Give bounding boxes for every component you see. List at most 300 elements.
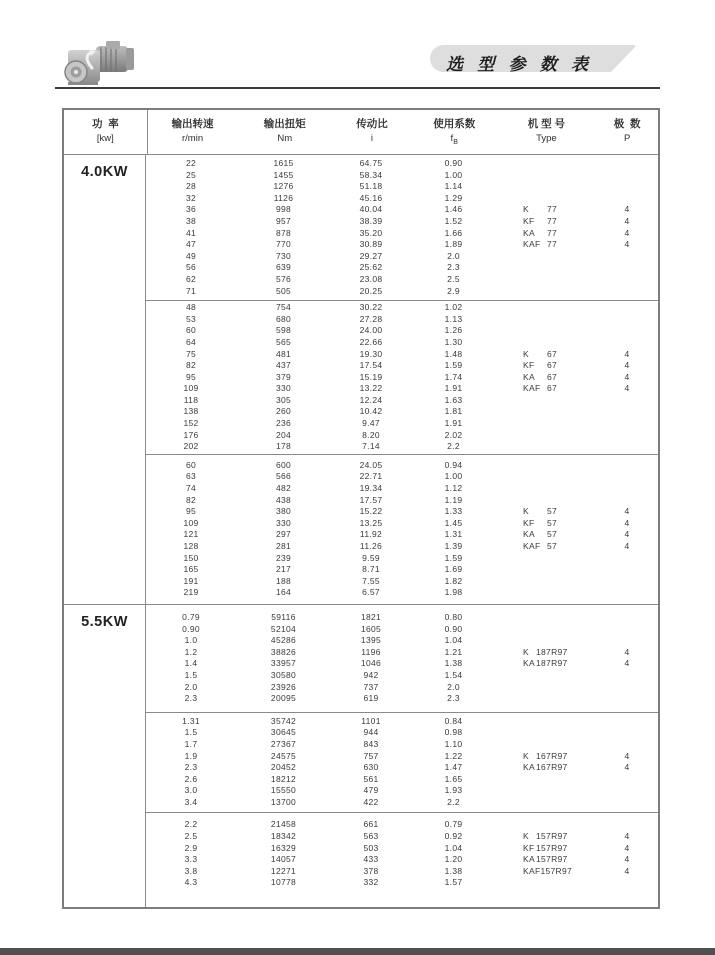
type-series: K bbox=[523, 646, 529, 657]
cell-output-torque: 18342 bbox=[270, 831, 297, 842]
table-row bbox=[146, 774, 658, 786]
cell-service-factor: 1.10 bbox=[444, 738, 463, 749]
type-series: K bbox=[523, 831, 529, 842]
cell-output-torque: 878 bbox=[275, 227, 292, 238]
cell-output-torque: 27367 bbox=[270, 738, 297, 749]
cell-ratio: 58.34 bbox=[359, 169, 383, 180]
type-size: 77 bbox=[547, 215, 558, 226]
cell-type bbox=[496, 193, 596, 205]
cell-output-torque: 505 bbox=[275, 285, 292, 296]
cell-ratio: 1046 bbox=[360, 658, 382, 669]
page-title: 选 型 参 数 表 bbox=[446, 55, 593, 74]
table-row bbox=[146, 739, 658, 751]
type-series: K bbox=[523, 348, 529, 359]
cell-ratio: 38.39 bbox=[359, 215, 383, 226]
table-row bbox=[146, 262, 658, 274]
type-series: KAF bbox=[523, 239, 541, 250]
type-size: 77 bbox=[547, 204, 558, 215]
cell-output-speed: 219 bbox=[183, 587, 199, 598]
power-section bbox=[64, 155, 658, 604]
cell-ratio: 6.57 bbox=[362, 587, 380, 598]
cell-type bbox=[496, 518, 596, 530]
selection-parameter-table bbox=[62, 108, 660, 909]
cell-service-factor: 1.69 bbox=[444, 564, 463, 575]
cell-ratio: 7.14 bbox=[362, 441, 380, 452]
cell-poles: 4 bbox=[624, 854, 630, 865]
cell-output-torque: 600 bbox=[275, 459, 292, 470]
cell-service-factor: 2.3 bbox=[447, 262, 460, 273]
cell-type bbox=[496, 383, 596, 395]
table-body bbox=[64, 155, 658, 907]
cell-poles bbox=[596, 170, 658, 182]
cell-poles bbox=[596, 727, 658, 739]
cell-poles bbox=[596, 739, 658, 751]
cell-output-speed: 165 bbox=[183, 564, 199, 575]
cell-service-factor: 1.33 bbox=[444, 506, 463, 517]
cell-output-torque: 576 bbox=[275, 273, 292, 284]
cell-type bbox=[496, 670, 596, 682]
cell-poles bbox=[596, 274, 658, 286]
cell-ratio: 7.55 bbox=[362, 575, 380, 586]
cell-type bbox=[496, 314, 596, 326]
cell-service-factor: 2.2 bbox=[447, 796, 460, 807]
cell-output-speed: 128 bbox=[183, 541, 199, 551]
cell-ratio: 737 bbox=[363, 681, 379, 692]
cell-output-torque: 330 bbox=[275, 517, 292, 528]
cell-poles: 4 bbox=[624, 506, 630, 517]
cell-service-factor: 1.19 bbox=[444, 494, 463, 505]
type-size: 67 bbox=[547, 348, 558, 359]
cell-type bbox=[496, 529, 596, 541]
cell-service-factor: 1.52 bbox=[444, 215, 463, 226]
cell-poles bbox=[596, 682, 658, 694]
type-size: 157R97 bbox=[540, 865, 573, 876]
cell-ratio: 15.19 bbox=[359, 371, 383, 382]
table-row bbox=[146, 430, 658, 442]
cell-output-torque: 639 bbox=[275, 262, 292, 273]
cell-output-speed: 0.90 bbox=[182, 623, 200, 634]
cell-type bbox=[496, 774, 596, 786]
cell-output-speed: 2.9 bbox=[184, 842, 198, 853]
cell-poles bbox=[596, 395, 658, 407]
table-row bbox=[146, 251, 658, 263]
header-ratio bbox=[332, 110, 412, 154]
table-row bbox=[146, 762, 658, 774]
header-factor-sub bbox=[451, 132, 458, 149]
cell-output-speed: 2.0 bbox=[184, 681, 198, 692]
cell-output-torque: 437 bbox=[275, 360, 292, 371]
table-row bbox=[146, 831, 658, 843]
cell-output-speed: 2.2 bbox=[184, 819, 198, 830]
cell-poles: 4 bbox=[624, 658, 630, 669]
cell-output-torque: 204 bbox=[275, 429, 292, 440]
cell-ratio: 10.42 bbox=[359, 406, 383, 417]
type-series: KF bbox=[523, 517, 535, 528]
cell-service-factor: 1.47 bbox=[444, 762, 463, 773]
cell-output-torque: 12271 bbox=[270, 865, 297, 876]
type-size: 67 bbox=[547, 383, 558, 394]
cell-poles: 4 bbox=[624, 348, 630, 359]
table-row bbox=[146, 506, 658, 518]
table-row bbox=[146, 553, 658, 565]
cell-output-torque: 10778 bbox=[270, 877, 297, 888]
cell-service-factor: 1.74 bbox=[444, 371, 463, 382]
cell-service-factor: 1.14 bbox=[444, 181, 463, 192]
cell-output-torque: 52104 bbox=[270, 623, 297, 634]
table-row bbox=[146, 624, 658, 636]
cell-ratio: 503 bbox=[363, 842, 379, 853]
table-row bbox=[146, 635, 658, 647]
type-series: KF bbox=[523, 842, 535, 853]
cell-ratio: 13.25 bbox=[359, 517, 383, 528]
cell-output-torque: 598 bbox=[275, 325, 292, 336]
cell-type bbox=[496, 647, 596, 659]
cell-output-speed: 1.2 bbox=[184, 646, 198, 657]
header-power-sub: [kw] bbox=[96, 133, 114, 144]
table-row bbox=[146, 727, 658, 739]
table-row bbox=[146, 158, 658, 170]
table-row bbox=[146, 349, 658, 361]
cell-poles: 4 bbox=[624, 865, 630, 876]
table-row bbox=[146, 471, 658, 483]
cell-output-torque: 15550 bbox=[270, 785, 297, 796]
cell-poles bbox=[596, 553, 658, 565]
cell-type bbox=[496, 877, 596, 889]
cell-poles bbox=[596, 337, 658, 349]
table-row bbox=[146, 286, 658, 298]
table-row bbox=[146, 682, 658, 694]
table-row bbox=[146, 483, 658, 495]
cell-output-speed: 109 bbox=[183, 517, 199, 528]
cell-service-factor: 1.91 bbox=[444, 418, 463, 429]
cell-output-speed: 62 bbox=[185, 273, 197, 284]
type-series: KA bbox=[523, 529, 535, 540]
cell-output-torque: 188 bbox=[275, 575, 292, 586]
cell-output-speed: 0.79 bbox=[182, 611, 200, 622]
cell-service-factor: 0.94 bbox=[444, 459, 463, 470]
table-row bbox=[146, 854, 658, 866]
cell-poles: 4 bbox=[624, 541, 630, 551]
power-cell bbox=[64, 605, 146, 907]
cell-ratio: 11.26 bbox=[359, 541, 383, 551]
cell-service-factor: 1.21 bbox=[444, 646, 463, 657]
ratio-block bbox=[146, 605, 658, 712]
cell-service-factor: 1.98 bbox=[444, 587, 463, 598]
cell-service-factor: 1.00 bbox=[444, 169, 463, 180]
cell-output-speed: 47 bbox=[185, 239, 197, 250]
cell-output-torque: 21458 bbox=[270, 819, 297, 830]
cell-ratio: 23.08 bbox=[359, 273, 383, 284]
cell-service-factor: 2.3 bbox=[447, 693, 460, 704]
cell-ratio: 11.92 bbox=[359, 529, 383, 540]
cell-output-torque: 730 bbox=[275, 250, 292, 261]
cell-type bbox=[496, 460, 596, 472]
type-series: KA bbox=[523, 227, 535, 238]
type-size: 187R97 bbox=[536, 646, 568, 657]
cell-type bbox=[496, 624, 596, 636]
cell-output-speed: 2.5 bbox=[184, 831, 198, 842]
table-row bbox=[146, 518, 658, 530]
cell-output-speed: 3.8 bbox=[184, 865, 198, 876]
cell-type bbox=[496, 262, 596, 274]
gearmotor-photo bbox=[62, 38, 142, 88]
cell-poles bbox=[596, 624, 658, 636]
cell-ratio: 30.22 bbox=[359, 302, 383, 313]
cell-type bbox=[496, 372, 596, 384]
cell-poles bbox=[596, 716, 658, 728]
cell-ratio: 22.71 bbox=[359, 471, 383, 482]
cell-output-speed: 176 bbox=[183, 429, 199, 440]
cell-output-torque: 305 bbox=[275, 394, 292, 405]
cell-output-speed: 32 bbox=[185, 192, 197, 203]
cell-service-factor: 0.90 bbox=[444, 158, 463, 168]
cell-type bbox=[496, 181, 596, 193]
cell-service-factor: 1.04 bbox=[444, 635, 463, 646]
cell-poles bbox=[596, 564, 658, 576]
table-row bbox=[146, 441, 658, 453]
cell-ratio: 332 bbox=[363, 877, 379, 888]
cell-ratio: 35.20 bbox=[359, 227, 383, 238]
cell-ratio: 20.25 bbox=[359, 285, 383, 296]
type-series: KA bbox=[523, 854, 535, 865]
cell-ratio: 25.62 bbox=[359, 262, 383, 273]
type-series: KAF bbox=[523, 383, 541, 394]
cell-poles: 4 bbox=[624, 517, 630, 528]
cell-output-speed: 25 bbox=[185, 169, 197, 180]
cell-output-speed: 1.4 bbox=[184, 658, 198, 669]
table-row bbox=[146, 216, 658, 228]
cell-poles: 4 bbox=[624, 227, 630, 238]
cell-output-torque: 330 bbox=[275, 383, 292, 394]
cell-poles bbox=[596, 612, 658, 624]
table-row bbox=[146, 529, 658, 541]
cell-poles: 4 bbox=[624, 239, 630, 250]
cell-type bbox=[496, 337, 596, 349]
cell-output-speed: 121 bbox=[183, 529, 199, 540]
cell-output-torque: 239 bbox=[275, 552, 292, 563]
power-cell bbox=[64, 155, 146, 604]
cell-ratio: 27.28 bbox=[359, 313, 383, 324]
cell-output-torque: 20095 bbox=[270, 693, 297, 704]
cell-ratio: 19.30 bbox=[359, 348, 383, 359]
cell-type bbox=[496, 302, 596, 314]
cell-poles: 4 bbox=[624, 360, 630, 371]
cell-poles: 4 bbox=[624, 842, 630, 853]
cell-output-speed: 38 bbox=[185, 215, 197, 226]
cell-service-factor: 1.38 bbox=[444, 658, 463, 669]
cell-poles bbox=[596, 406, 658, 418]
cell-type bbox=[496, 831, 596, 843]
type-size: 77 bbox=[547, 239, 558, 250]
cell-ratio: 17.54 bbox=[359, 360, 383, 371]
cell-output-torque: 59116 bbox=[271, 611, 296, 622]
header-type bbox=[497, 110, 597, 154]
table-row bbox=[146, 274, 658, 286]
cell-ratio: 563 bbox=[363, 831, 379, 842]
cell-service-factor: 0.92 bbox=[444, 831, 463, 842]
cell-type bbox=[496, 360, 596, 372]
cell-service-factor: 1.22 bbox=[444, 750, 463, 761]
table-row bbox=[146, 228, 658, 240]
ratio-block bbox=[146, 454, 658, 604]
table-row bbox=[146, 587, 658, 599]
cell-poles bbox=[596, 471, 658, 483]
cell-service-factor: 1.30 bbox=[444, 336, 463, 347]
cell-ratio: 13.22 bbox=[359, 383, 383, 394]
cell-type bbox=[496, 658, 596, 670]
header-speed bbox=[148, 110, 238, 154]
table-row bbox=[146, 314, 658, 326]
ratio-blocks bbox=[146, 605, 658, 907]
cell-type bbox=[496, 682, 596, 694]
cell-output-speed: 75 bbox=[185, 348, 197, 359]
cell-ratio: 378 bbox=[363, 865, 379, 876]
cell-ratio: 942 bbox=[363, 669, 379, 680]
table-row bbox=[146, 325, 658, 337]
cell-ratio: 8.71 bbox=[362, 564, 380, 575]
cell-output-torque: 30645 bbox=[270, 727, 297, 738]
cell-type bbox=[496, 797, 596, 809]
cell-service-factor: 1.81 bbox=[444, 406, 463, 417]
cell-service-factor: 1.39 bbox=[444, 541, 463, 551]
cell-poles: 4 bbox=[624, 646, 630, 657]
type-size: 167R97 bbox=[536, 762, 568, 773]
cell-poles bbox=[596, 670, 658, 682]
cell-output-speed: 2.3 bbox=[184, 762, 198, 773]
cell-service-factor: 1.65 bbox=[444, 773, 463, 784]
cell-output-torque: 164 bbox=[275, 587, 292, 598]
cell-type bbox=[496, 251, 596, 263]
cell-type bbox=[496, 349, 596, 361]
cell-output-speed: 191 bbox=[183, 575, 199, 586]
cell-ratio: 479 bbox=[363, 785, 379, 796]
table-row bbox=[146, 170, 658, 182]
cell-type bbox=[496, 471, 596, 483]
cell-output-torque: 1126 bbox=[273, 192, 294, 203]
cell-service-factor: 1.31 bbox=[444, 529, 463, 540]
cell-output-torque: 1455 bbox=[273, 169, 294, 180]
type-series: K bbox=[523, 750, 529, 761]
ratio-block bbox=[146, 155, 658, 300]
cell-service-factor: 1.38 bbox=[444, 865, 463, 876]
cell-output-torque: 217 bbox=[275, 564, 292, 575]
table-row bbox=[146, 647, 658, 659]
cell-ratio: 40.04 bbox=[359, 204, 383, 215]
table-row bbox=[146, 204, 658, 216]
table-row bbox=[146, 797, 658, 809]
cell-service-factor: 1.93 bbox=[444, 785, 463, 796]
table-row bbox=[146, 372, 658, 384]
ratio-block bbox=[146, 812, 658, 907]
cell-poles bbox=[596, 819, 658, 831]
cell-poles bbox=[596, 286, 658, 298]
header-type-zh: 机 型 号 bbox=[527, 118, 566, 130]
table-row bbox=[146, 406, 658, 418]
cell-service-factor: 1.04 bbox=[444, 842, 463, 853]
cell-service-factor: 1.91 bbox=[444, 383, 463, 394]
cell-output-speed: 3.4 bbox=[184, 796, 198, 807]
type-size: 187R97 bbox=[536, 658, 568, 669]
cell-poles: 4 bbox=[624, 750, 630, 761]
cell-poles bbox=[596, 877, 658, 889]
cell-poles: 4 bbox=[624, 204, 630, 215]
table-row bbox=[146, 785, 658, 797]
type-size: 157R97 bbox=[536, 842, 568, 853]
cell-poles bbox=[596, 302, 658, 314]
cell-poles bbox=[596, 441, 658, 453]
cell-output-speed: 202 bbox=[183, 441, 199, 452]
cell-type bbox=[496, 441, 596, 453]
cell-poles bbox=[596, 314, 658, 326]
cell-service-factor: 0.84 bbox=[444, 715, 463, 726]
cell-service-factor: 1.89 bbox=[444, 239, 463, 250]
cell-output-speed: 82 bbox=[185, 360, 197, 371]
cell-type bbox=[496, 564, 596, 576]
header-ratio-sub: i bbox=[370, 133, 374, 144]
cell-output-speed: 2.6 bbox=[184, 773, 198, 784]
type-size: 57 bbox=[547, 529, 558, 540]
header-ratio-zh: 传动比 bbox=[356, 118, 388, 130]
header-speed-sub: r/min bbox=[182, 133, 204, 144]
header-type-sub: Type bbox=[536, 133, 557, 144]
cell-type bbox=[496, 785, 596, 797]
cell-ratio: 422 bbox=[363, 796, 379, 807]
header-power bbox=[64, 110, 148, 154]
type-series: KA bbox=[523, 762, 535, 773]
cell-output-speed: 95 bbox=[185, 371, 197, 382]
cell-poles bbox=[596, 635, 658, 647]
cell-service-factor: 1.45 bbox=[444, 517, 463, 528]
cell-ratio: 17.57 bbox=[359, 494, 383, 505]
cell-output-speed: 64 bbox=[185, 336, 197, 347]
factor-symbol: f bbox=[450, 133, 454, 144]
cell-output-torque: 260 bbox=[275, 406, 292, 417]
cell-output-torque: 1276 bbox=[273, 181, 294, 192]
cell-service-factor: 1.57 bbox=[444, 877, 463, 888]
cell-poles bbox=[596, 797, 658, 809]
cell-output-speed: 1.9 bbox=[184, 750, 198, 761]
cell-output-speed: 4.3 bbox=[184, 877, 198, 888]
cell-poles: 4 bbox=[624, 762, 630, 773]
cell-ratio: 64.75 bbox=[359, 158, 383, 168]
cell-output-speed: 49 bbox=[185, 250, 197, 261]
cell-type bbox=[496, 739, 596, 751]
cell-ratio: 1196 bbox=[361, 646, 381, 657]
cell-service-factor: 2.5 bbox=[447, 273, 460, 284]
cell-poles: 4 bbox=[624, 215, 630, 226]
cell-poles bbox=[596, 158, 658, 170]
cell-output-torque: 297 bbox=[275, 529, 292, 540]
cell-type bbox=[496, 854, 596, 866]
cell-output-speed: 74 bbox=[185, 483, 197, 494]
cell-service-factor: 1.59 bbox=[444, 360, 463, 371]
cell-type bbox=[496, 843, 596, 855]
table-row bbox=[146, 612, 658, 624]
cell-output-torque: 38826 bbox=[270, 646, 297, 657]
cell-output-torque: 482 bbox=[275, 483, 292, 494]
header-rule bbox=[55, 87, 660, 89]
type-size: 167R97 bbox=[536, 750, 568, 761]
cell-output-speed: 152 bbox=[183, 418, 199, 429]
cell-ratio: 22.66 bbox=[359, 336, 383, 347]
table-row bbox=[146, 670, 658, 682]
cell-output-speed: 1.0 bbox=[184, 635, 198, 646]
cell-service-factor: 0.90 bbox=[444, 623, 463, 634]
table-row bbox=[146, 541, 658, 553]
ratio-blocks bbox=[146, 155, 658, 604]
ratio-block bbox=[146, 712, 658, 813]
cell-poles bbox=[596, 693, 658, 705]
